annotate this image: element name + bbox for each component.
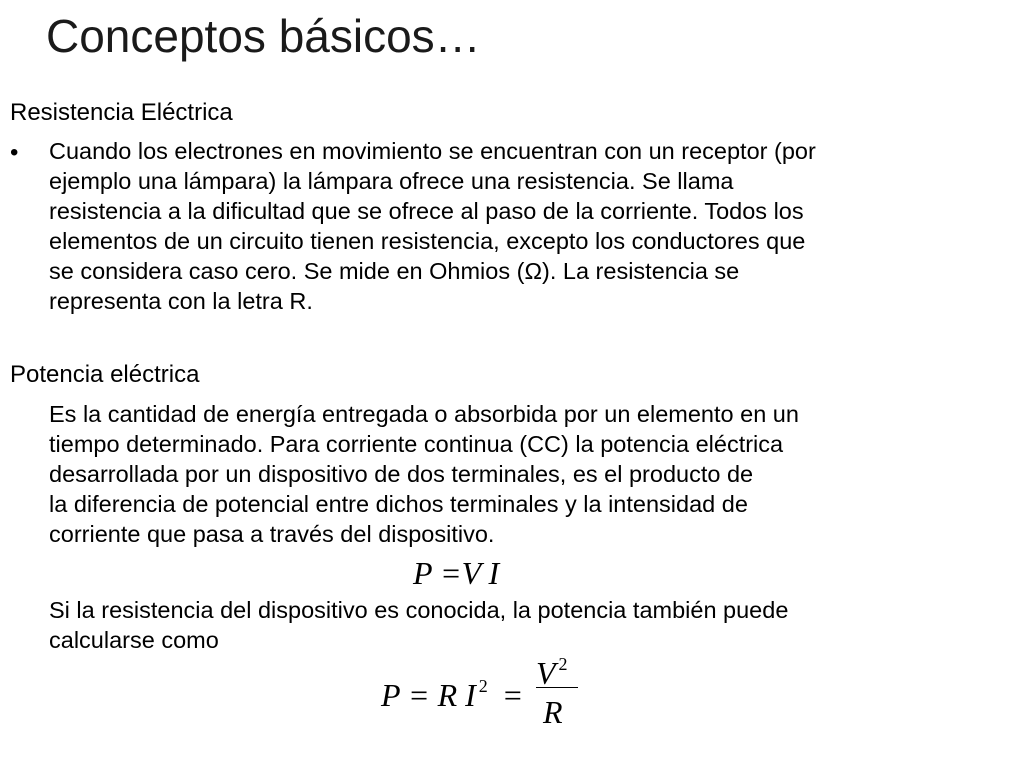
resistance-paragraph	[49, 136, 1009, 316]
formula-lhs	[381, 666, 523, 715]
formula-numerator	[536, 644, 568, 693]
paragraph-line: representa con la letra R.	[49, 288, 313, 314]
slide-title: Conceptos básicos…	[46, 10, 481, 62]
section-heading-power: Potencia eléctrica	[10, 361, 200, 388]
formula-denominator: R	[543, 694, 563, 730]
paragraph-line: Cuando los electrones en movimiento se encuentran con un receptor (por	[49, 138, 816, 164]
formula-numerator-text: V	[536, 655, 556, 691]
paragraph-line: desarrollada por un dispositivo de dos terminales, es el producto de	[49, 461, 754, 487]
paragraph-line: elementos de un circuito tienen resistencia, excepto los conductores que	[49, 228, 806, 254]
formula-numerator-exponent: 2	[558, 654, 568, 674]
paragraph-line: corriente que pasa a través del dispositivo.	[49, 521, 495, 547]
paragraph-line: ejemplo una lámpara) la lámpara ofrece una resistencia. Se llama	[49, 168, 734, 194]
formula-equals: =	[501, 677, 524, 713]
fraction-bar	[536, 687, 578, 688]
bullet-marker: •	[10, 139, 19, 166]
formula-power-resistance	[381, 646, 601, 732]
formula-power-vi: P =V I	[413, 555, 500, 591]
paragraph-line: Es la cantidad de energía entregada o absorbida por un elemento en un	[49, 401, 799, 427]
paragraph-line: Si la resistencia del dispositivo es conocida, la potencia también puede	[49, 597, 789, 623]
formula-lhs-exponent: 2	[478, 676, 488, 696]
power-paragraph	[49, 399, 1009, 549]
paragraph-line: resistencia a la dificultad que se ofrece al paso de la corriente. Todos los	[49, 198, 804, 224]
formula-lhs-text: P = R I	[381, 677, 476, 713]
section-heading-resistance: Resistencia Eléctrica	[10, 99, 233, 126]
paragraph-line: la diferencia de potencial entre dichos terminales y la intensidad de	[49, 491, 748, 517]
paragraph-line: se considera caso cero. Se mide en Ohmios (Ω). La resistencia se	[49, 258, 740, 284]
paragraph-line: calcularse como	[49, 627, 219, 653]
paragraph-line: tiempo determinado. Para corriente continua (CC) la potencia eléctrica	[49, 431, 784, 457]
